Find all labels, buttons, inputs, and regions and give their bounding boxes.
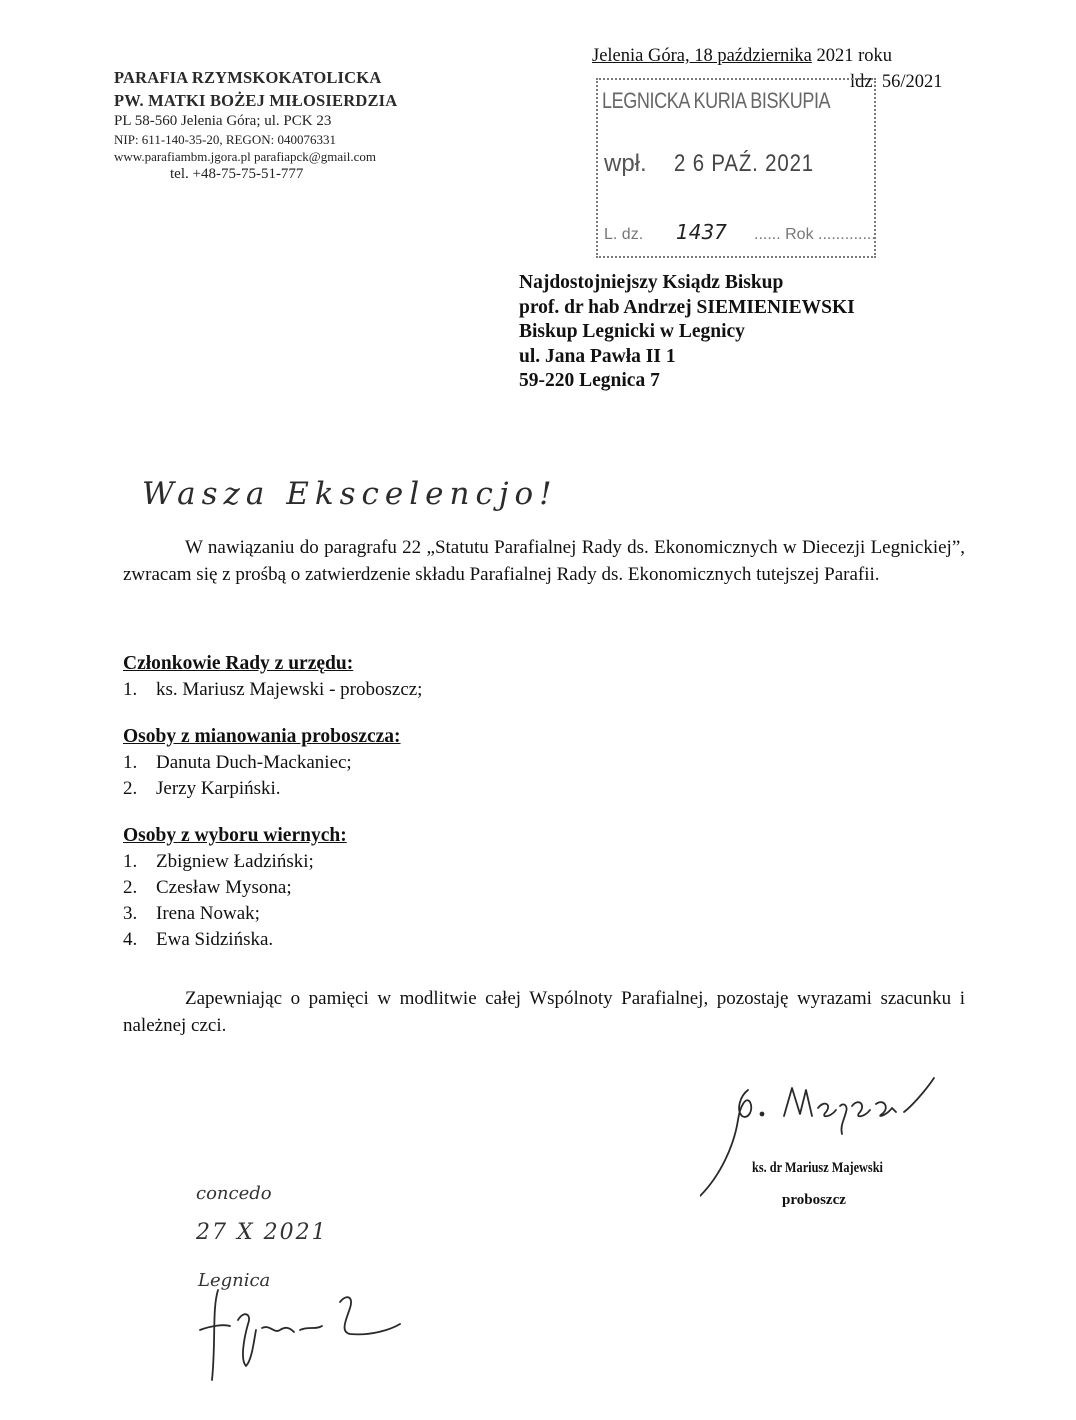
parish-nip-regon: NIP: 611-140-35-20, REGON: 040076331	[114, 132, 336, 147]
list-item-number: 2.	[123, 877, 138, 898]
stamp-ldz-number: 1437	[676, 220, 727, 244]
list-item	[123, 677, 723, 703]
signatory-name: ks. dr Mariusz Majewski	[752, 1160, 883, 1176]
list-item-number: 4.	[123, 929, 138, 950]
stamp-title: LEGNICKA KURIA BISKUPIA	[602, 88, 831, 113]
letter-date	[592, 46, 892, 67]
list-item	[123, 776, 723, 802]
list-item	[123, 875, 723, 901]
approval-concedo: concedo	[196, 1183, 272, 1204]
signatory-title: proboszcz	[782, 1192, 846, 1208]
stamp-received-date: 2 6 PAŹ. 2021	[674, 150, 814, 177]
list-item	[123, 901, 723, 927]
letter-date-rest: 2021 roku	[811, 46, 893, 66]
stamp-year-label: ...... Rok .............	[754, 226, 876, 243]
list-item-number: 2.	[123, 778, 138, 799]
list-item	[123, 927, 723, 953]
body-paragraph-2: Zapewniając o pamięci w modlitwie całej Wspólnoty Parafialnej, pozostaję wyrazami szacunku i należnej czci.	[123, 988, 965, 1036]
section-elected-members	[123, 823, 723, 953]
approval-place: Legnica	[198, 1270, 271, 1291]
handwritten-signature	[700, 1076, 960, 1206]
parish-phone: tel. +48-75-75-51-777	[170, 166, 304, 182]
parish-web-email: www.parafiambm.jgora.pl parafiapck@gmail.com	[114, 149, 377, 164]
section-ex-officio-members	[123, 651, 723, 703]
parish-name-line1: PARAFIA RZYMSKOKATOLICKA	[114, 68, 382, 87]
list-item-text: Ewa Sidzińska.	[156, 929, 274, 950]
received-stamp	[596, 78, 876, 258]
list-item-text: Jerzy Karpiński.	[156, 778, 281, 799]
body-paragraph-1: W nawiązaniu do paragrafu 22 „Statutu Parafialnej Rady ds. Ekonomicznych w Diecezji Legnickiej”, zwracam się z prośbą o zatwierdzenie składu Parafialnej Rady ds. Ekonomicznych tutejszej Parafii.	[123, 537, 965, 585]
list-item-text: Irena Nowak;	[156, 903, 260, 924]
member-list	[123, 750, 723, 802]
addressee-line: prof. dr hab Andrzej SIEMIENIEWSKI	[519, 296, 855, 318]
addressee-line: 59-220 Legnica 7	[519, 370, 660, 391]
letterhead	[114, 66, 414, 184]
addressee-block	[519, 271, 855, 394]
list-item-number: 3.	[123, 903, 138, 924]
list-item-text: Czesław Mysona;	[156, 877, 292, 898]
bishop-handwritten-signature	[190, 1280, 410, 1390]
member-list	[123, 849, 723, 953]
approval-date: 27 X 2021	[196, 1220, 328, 1245]
letter-reference-number: ldz. 56/2021	[850, 72, 943, 92]
stamp-received-label: wpł.	[604, 150, 647, 177]
addressee-line: Biskup Legnicki w Legnicy	[519, 321, 745, 342]
stamp-ldz-label: L. dz.	[604, 226, 644, 243]
letter-date-underlined: Jelenia Góra, 18 października	[592, 46, 812, 66]
section-heading: Członkowie Rady z urzędu:	[123, 653, 354, 674]
list-item-text: Zbigniew Ładziński;	[156, 851, 314, 872]
section-heading: Osoby z wyboru wiernych:	[123, 825, 347, 846]
member-list	[123, 677, 723, 703]
parish-name-line2: PW. MATKI BOŻEJ MIŁOSIERDZIA	[114, 91, 398, 110]
list-item	[123, 849, 723, 875]
list-item-text: Danuta Duch-Mackaniec;	[156, 752, 352, 773]
list-item	[123, 750, 723, 776]
list-item-number: 1.	[123, 851, 138, 872]
list-item-number: 1.	[123, 752, 138, 773]
addressee-line: Najdostojniejszy Ksiądz Biskup	[519, 272, 784, 293]
list-item-number: 1.	[123, 679, 138, 700]
section-heading: Osoby z mianowania proboszcza:	[123, 726, 401, 747]
parish-address: PL 58-560 Jelenia Góra; ul. PCK 23	[114, 113, 332, 129]
handwritten-greeting: Wasza Ekscelencjo!	[142, 476, 558, 512]
section-appointed-members	[123, 724, 723, 802]
addressee-line: ul. Jana Pawła II 1	[519, 345, 676, 367]
list-item-text: ks. Mariusz Majewski - proboszcz;	[156, 679, 423, 700]
